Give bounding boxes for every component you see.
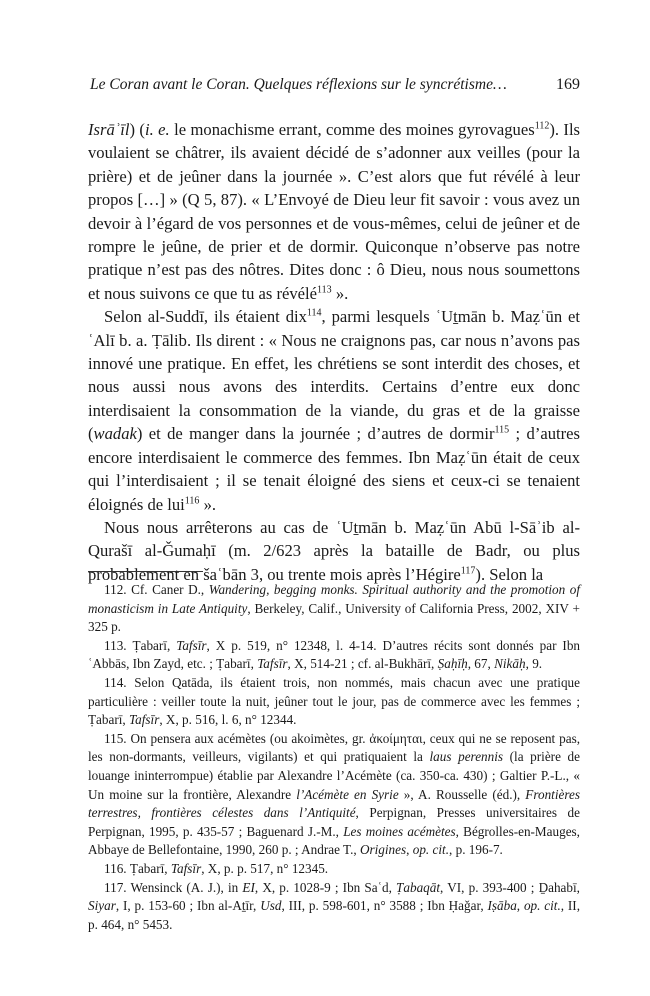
running-head-title: Le Coran avant le Coran. Quelques réflexions sur le syncrétisme… — [90, 76, 507, 93]
running-head — [90, 76, 580, 94]
footnotes — [88, 581, 580, 934]
body-paragraph: Nous nous arrêterons au cas de ʿUṯmān b. Maẓʿūn Abū l-Sāʾib al-Qurašī al-Ǧumaḥī (m. 2/623 après la bataille de Badr, ou plus probablement en šaʿbān 3, ou trente mois après l’Hégire$^{117}$). Selon la — [88, 517, 580, 584]
footnote: 116. Ṭabarī, Tafsīr, X, p. p. 517, n° 12345. — [104, 860, 329, 876]
main-text — [88, 118, 580, 586]
footnote: 117. Wensinck (A. J.), in EI, X, p. 1028-9 ; Ibn Saʿd, Ṭabaqāt, VI, p. 393-400 ; Ḏahabī, Siyar, I, p. 153-60 ; Ibn al-Aṯīr, Usd, III, p. 598-601, n° 3588 ; Ibn Ḥaǧar, Iṣāba, op. cit., II, p. 464, n° 5453. — [88, 879, 580, 932]
footnote: 115. On pensera aux acémètes (ou akoimètes, gr. ἀκοίμηται, ceux qui ne se reposent pas, les non-dormants, veilleurs, vigilants) et qui pratiquaient la laus perennis (la prière de louange ininterrompue) établie par Alexandre l’Acémète (ca. 350-ca. 430) ; Galtier P.-L., « Un moine sur la frontière, Alexandre l’Acémète en Syrie », A. Rousselle (éd.), Frontières terrestres, frontières célestes dans l’Antiquité, Perpignan, Presses universitaires de Perpignan, 1995, p. 435-57 ; Baguenard J.-M., Les moines acémètes, Bégrolles-en-Mauges, Abbaye de Bellefontaine, 1990, 260 p. ; Andrae T., Origines, op. cit., p. 196-7. — [88, 730, 580, 858]
page-number: 169 — [556, 76, 580, 93]
body-paragraph: Selon al-Suddī, ils étaient dix$^{114}$, parmi lesquels ʿUṯmān b. Maẓʿūn et ʿAlī b. a. Ṭālib. Ils dirent : « Nous ne craignons pas, car nous n’avons pas innové une pratique. En effet, les chrétiens se sont interdit des choses, et nous aussi nous avons des interdits. Certains d’entre eux donc interdisaient la consommation de la viande, du gras et de la graisse (wadak) et de manger dans la journée ; d’autres de dormir$^{115}$ ; d’autres encore interdisaient le commerce des femmes. Ibn Maẓʿūn était de ceux qui l’interdisaient ; il se tenait éloigné des siens et ceux-ci se tenaient éloignés de lui$^{116}$ ». — [88, 307, 580, 514]
body-paragraph: Isrāʾīl) (i. e. le monachisme errant, comme des moines gyrovagues$^{112}$). Ils voulaient se châtrer, ils avaient décidé de s’adonner aux veilles (pour la prière) et de jeûner dans la journée ». C’est alors que fut révélé à leur propos […] » (Q 5, 87). « L’Envoyé de Dieu leur fit savoir : vous avez un devoir à l’égard de vos personnes et de vous-mêmes, celui de jeûner et de rompre le jeûne, de prier et de dormir. Quiconque n’observe pas notre pratique n’est pas des nôtres. Dites donc : ô Dieu, nous nous soumettons et nous suivons ce que tu as révélé$^{113}$ ». — [88, 120, 581, 303]
footnote-separator — [88, 571, 203, 572]
footnote: 114. Selon Qatāda, ils étaient trois, non nommés, mais chacun avec une pratique particulière : veiller toute la nuit, jeûner tout le jour, pas de commerce avec les femmes ; Ṭabarī, Tafsīr, X, p. 516, l. 6, n° 12344. — [88, 674, 580, 728]
footnote: 112. Cf. Caner D., Wandering, begging monks. Spiritual authority and the promotion of monasticism in Late Antiquity, Berkeley, Calif., University of California Press, 2002, XIV + 325 p. — [88, 582, 580, 635]
footnote: 113. Ṭabarī, Tafsīr, X p. 519, n° 12348, l. 4-14. D’autres récits sont donnés par Ibn ʿAbbās, Ibn Zayd, etc. ; Ṭabarī, Tafsīr, X, 514-21 ; cf. al-Bukhārī, Ṣaḥīḥ, 67, Nikāḥ, 9. — [88, 637, 581, 672]
